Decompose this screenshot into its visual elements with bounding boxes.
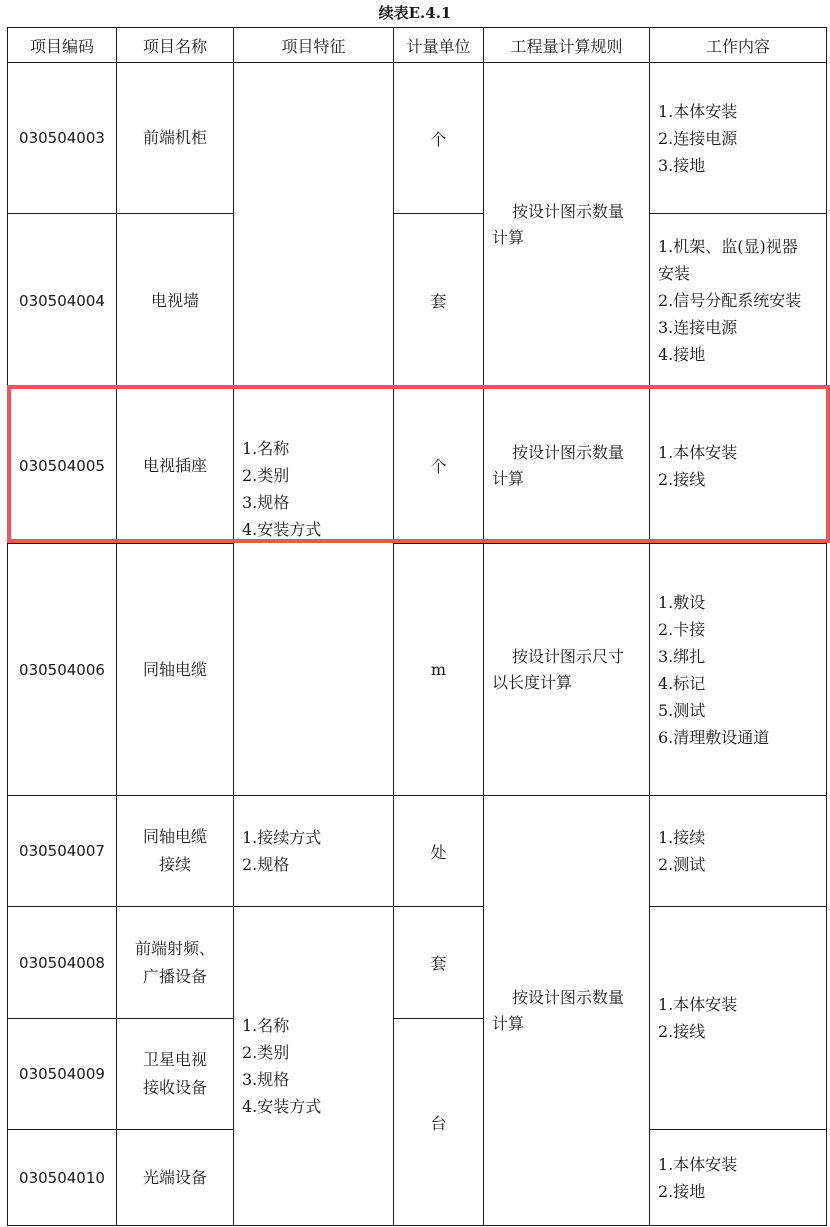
calc-rule: 按设计图示尺寸 以长度计算 [484,544,650,796]
header-code: 项目编码 [8,28,117,63]
item-name: 卫星电视 接收设备 [117,1019,234,1130]
item-code: 030504005 [8,388,117,544]
item-name: 前端机柜 [117,63,234,214]
item-features: 1.接续方式 2.规格 [234,796,394,907]
table-caption: 续表E.4.1 [378,4,452,22]
work-content: 1.本体安装 2.接地 [650,1130,827,1226]
item-unit: 个 [394,388,484,544]
header-name: 项目名称 [117,28,234,63]
header-rule: 工程量计算规则 [484,28,650,63]
calc-rule: 按设计图示数量 计算 [484,388,650,544]
item-unit: 处 [394,796,484,907]
item-name: 同轴电缆 [117,544,234,796]
item-name: 光端设备 [117,1130,234,1226]
item-unit: m [394,544,484,796]
work-content: 1.本体安装 2.接线 [650,907,827,1130]
header-unit: 计量单位 [394,28,484,63]
item-unit: 个 [394,63,484,214]
calc-rule: 按设计图示数量 计算 [484,63,650,388]
item-code: 030504007 [8,796,117,907]
work-content: 1.敷设 2.卡接 3.绑扎 4.标记 5.测试 6.清理敷设通道 [650,544,827,796]
work-content: 1.接续 2.测试 [650,796,827,907]
item-code: 030504004 [8,214,117,388]
table-row [8,796,827,907]
item-code: 030504003 [8,63,117,214]
item-code: 030504006 [8,544,117,796]
item-name: 电视插座 [117,388,234,544]
table-row [8,544,827,796]
work-content: 1.本体安装 2.连接电源 3.接地 [650,63,827,214]
item-features: 1.名称 2.类别 3.规格 4.安装方式 [234,907,394,1226]
item-features: 1.名称 2.类别 3.规格 4.安装方式 [234,63,394,796]
work-content: 1.机架、监(显)视器 安装 2.信号分配系统安装 3.连接电源 4.接地 [650,214,827,388]
table-row [8,907,827,1019]
item-unit: 套 [394,214,484,388]
header-row [8,28,827,63]
item-name: 同轴电缆 接续 [117,796,234,907]
table-row [8,388,827,544]
table-row [8,63,827,214]
table-row [8,214,827,388]
header-work: 工作内容 [650,28,827,63]
item-name: 电视墙 [117,214,234,388]
item-unit: 套 [394,907,484,1019]
header-features: 项目特征 [234,28,394,63]
item-code: 030504009 [8,1019,117,1130]
work-content: 1.本体安装 2.接线 [650,388,827,544]
specification-table [7,27,827,1226]
item-unit: 台 [394,1019,484,1226]
item-name: 前端射频、 广播设备 [117,907,234,1019]
calc-rule: 按设计图示数量 计算 [484,796,650,1226]
item-code: 030504008 [8,907,117,1019]
item-code: 030504010 [8,1130,117,1226]
